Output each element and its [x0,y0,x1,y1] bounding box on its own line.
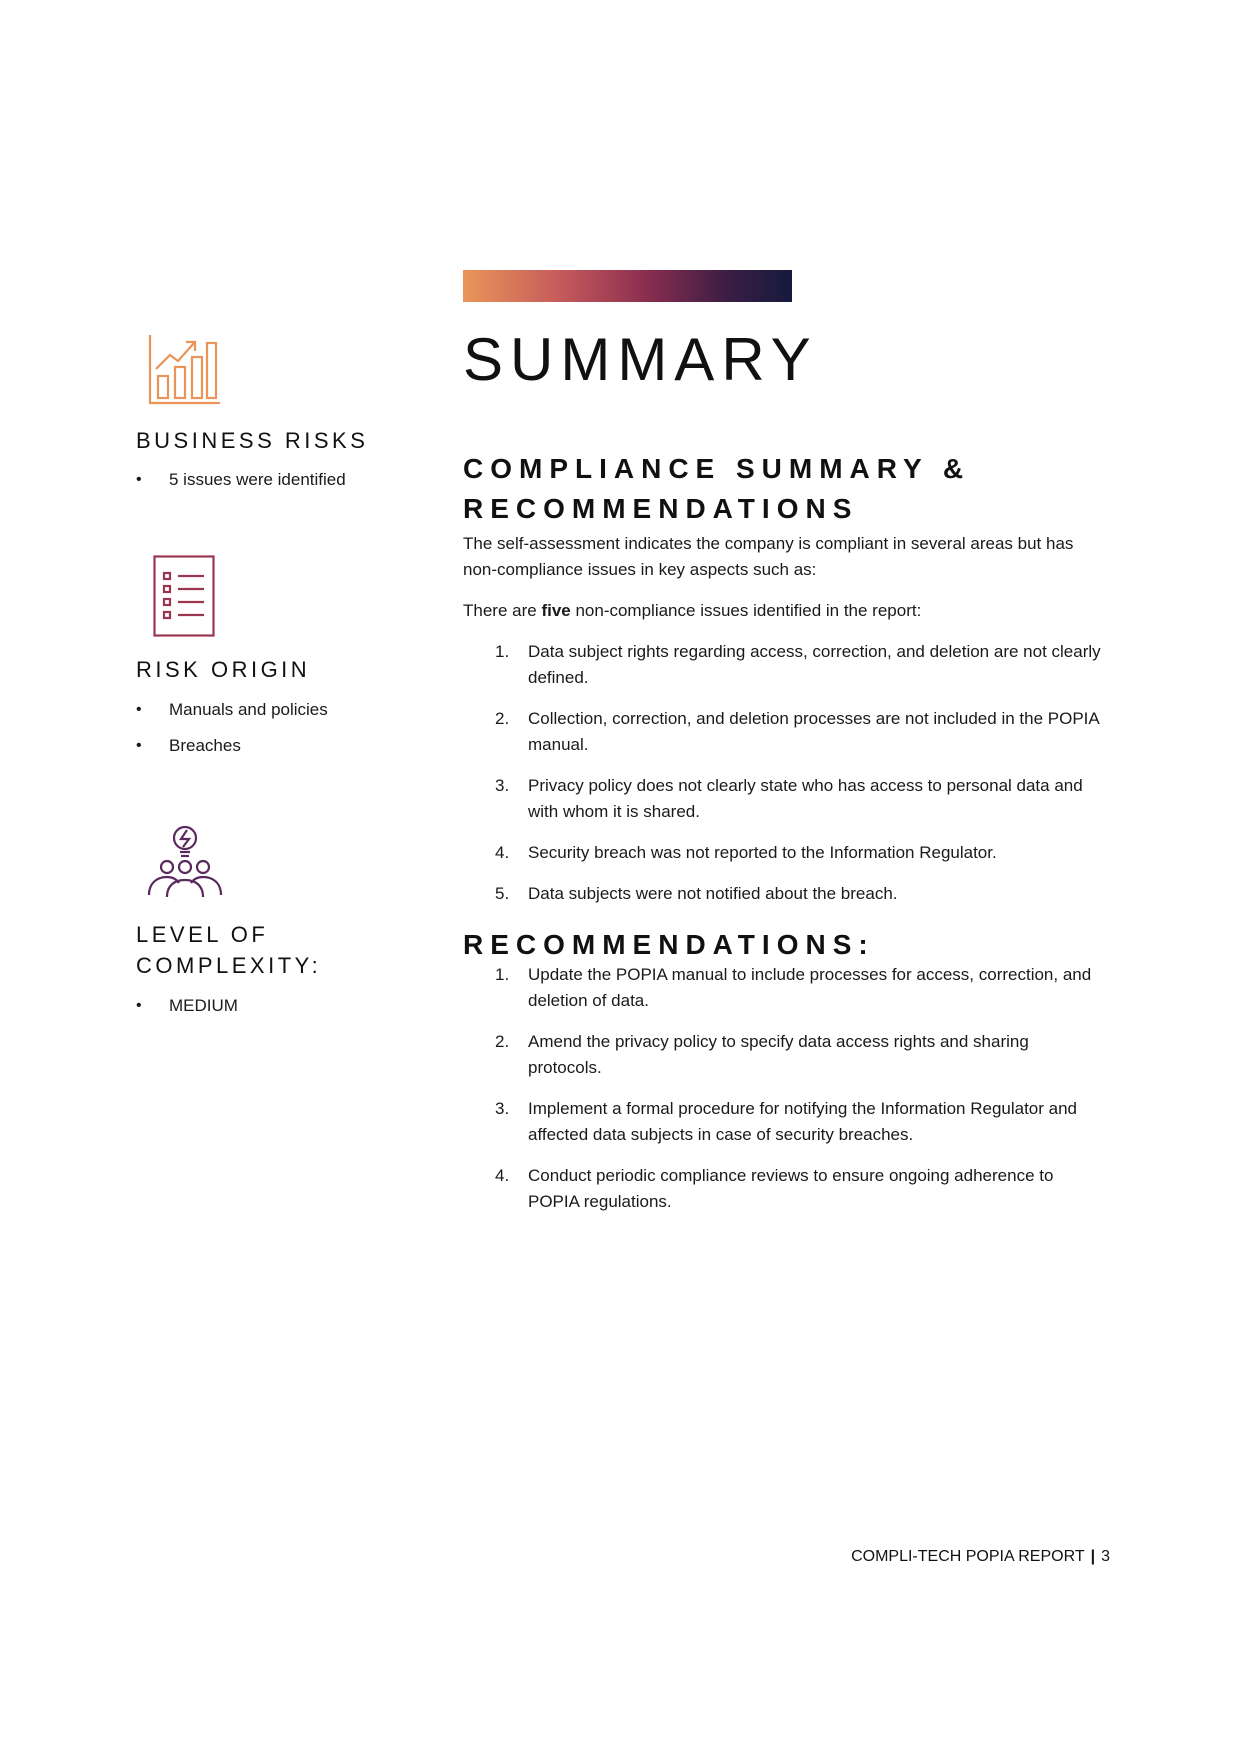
issue-number: 4. [495,843,510,862]
list-item: • 5 issues were identified [136,469,346,505]
recommendation-text: Amend the privacy policy to specify data access rights and sharing protocols. [528,1032,1029,1077]
list-item: • MEDIUM [136,995,238,1031]
recommendation-item [495,1163,1105,1215]
issue-number: 1. [495,642,510,661]
business-risks-list [136,469,346,505]
recommendation-number: 4. [495,1166,510,1185]
issue-text: Data subjects were not notified about the breach. [528,884,898,903]
issue-text: Security breach was not reported to the Information Regulator. [528,843,997,862]
checklist-icon [153,555,215,642]
issue-number: 5. [495,884,510,903]
compliance-intro: The self-assessment indicates the company is compliant in several areas but has non-compliance issues in key aspects such as: [463,534,1074,579]
bar-chart-growth-icon [148,333,220,410]
compliance-heading-line1: COMPLIANCE SUMMARY & [463,453,971,484]
issue-text: Data subject rights regarding access, correction, and deletion are not clearly defined. [528,642,1101,687]
complexity-list [136,995,238,1031]
compliance-heading-line2: RECOMMENDATIONS [463,493,859,524]
issue-text: Collection, correction, and deletion processes are not included in the POPIA manual. [528,709,1099,754]
recommendation-text: Conduct periodic compliance reviews to ensure ongoing adherence to POPIA regulations. [528,1166,1054,1211]
issue-item [495,639,1105,691]
count-word: five [541,601,571,620]
compliance-heading [463,449,970,529]
risk-origin-list [136,699,328,771]
issue-item [495,840,1105,866]
issues-list [495,639,1105,922]
issue-item [495,706,1105,758]
recommendation-number: 1. [495,965,510,984]
recommendation-text: Implement a formal procedure for notifying the Information Regulator and affected data subjects in case of security breaches. [528,1099,1078,1144]
complexity-heading [136,919,321,981]
count-prefix: There are [463,601,542,620]
list-item: • Breaches [136,735,328,771]
page-footer [851,1548,1110,1566]
team-idea-icon [145,825,225,905]
count-suffix: non-compliance issues identified in the report: [570,601,922,620]
issue-text: Privacy policy does not clearly state who has access to personal data and with whom it is shared. [528,776,1083,821]
recommendation-item [495,1096,1105,1148]
recommendation-text: Update the POPIA manual to include processes for access, correction, and deletion of data. [528,965,1092,1010]
recommendation-number: 3. [495,1099,510,1118]
recommendations-list [495,962,1105,1230]
business-risks-heading: BUSINESS RISKS [136,428,369,453]
recommendations-heading: RECOMMENDATIONS: [463,929,875,960]
issue-count-sentence [463,598,1103,624]
footer-separator: | [1090,1548,1096,1565]
risk-origin-heading: RISK ORIGIN [136,657,311,682]
list-item: • Manuals and policies [136,699,328,735]
recommendation-item [495,1029,1105,1081]
issue-number: 3. [495,776,510,795]
complexity-heading-line2: COMPLEXITY: [136,953,322,978]
issue-item [495,881,1105,907]
title-gradient-bar [463,270,792,302]
complexity-heading-line1: LEVEL OF [136,922,269,947]
recommendation-item [495,962,1105,1014]
footer-page-number: 3 [1101,1548,1110,1565]
footer-report-name: COMPLI-TECH POPIA REPORT [851,1548,1085,1565]
recommendation-number: 2. [495,1032,510,1051]
issue-number: 2. [495,709,510,728]
issue-item [495,773,1105,825]
page-title: SUMMARY [463,326,818,393]
